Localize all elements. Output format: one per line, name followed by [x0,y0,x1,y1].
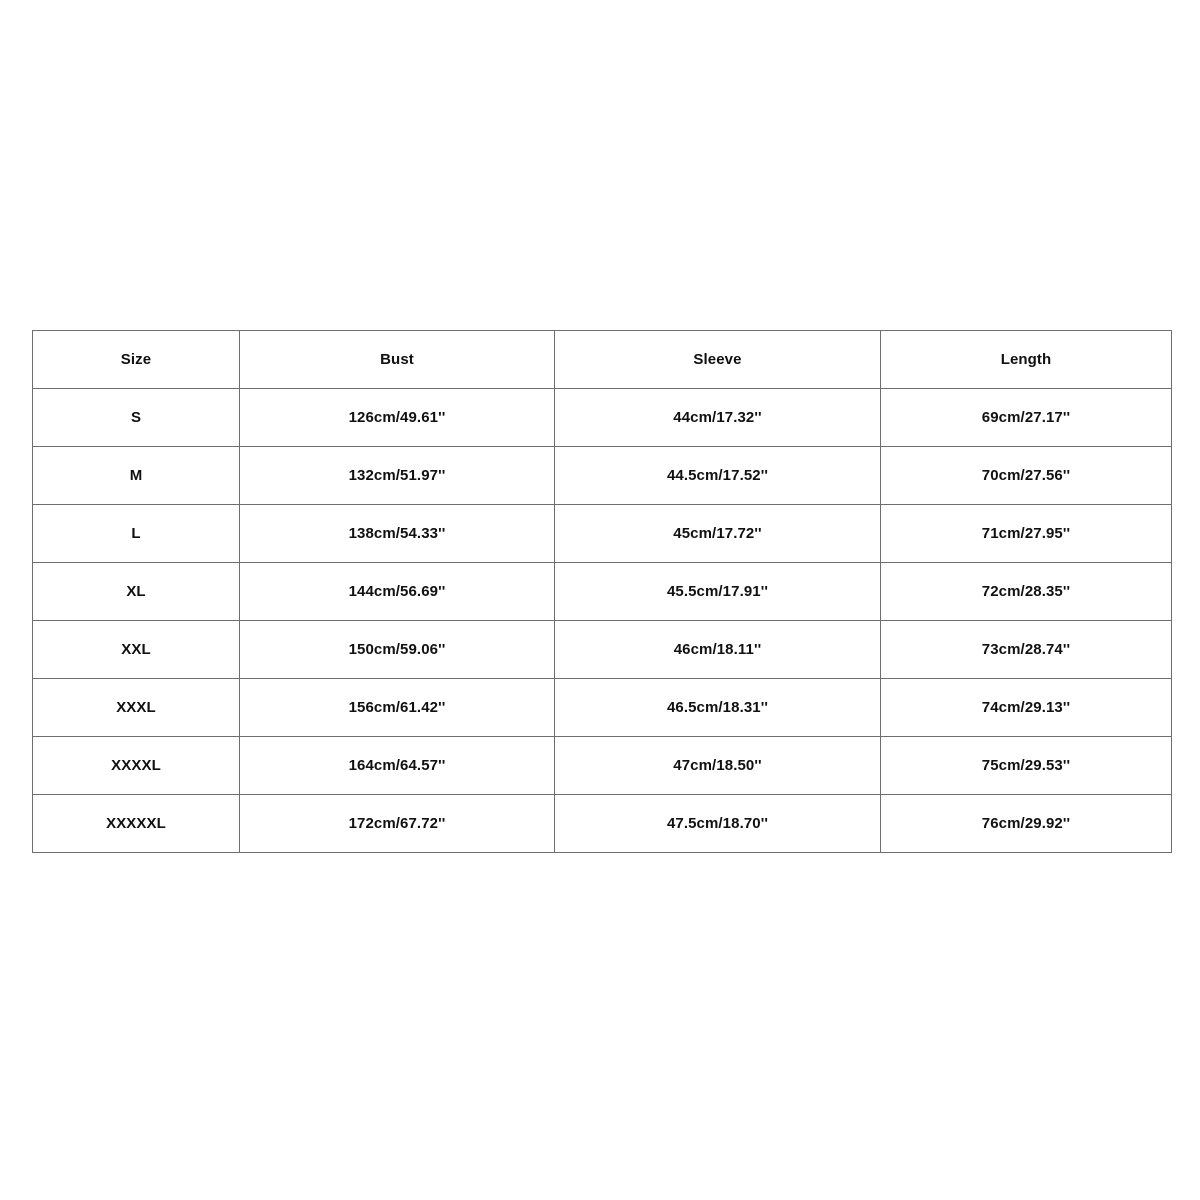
cell-bust: 132cm/51.97'' [240,447,555,505]
table-row [33,679,1172,737]
cell-sleeve: 47.5cm/18.70'' [555,795,881,853]
header-sleeve: Sleeve [555,331,881,389]
cell-length: 70cm/27.56'' [881,447,1172,505]
cell-sleeve: 44.5cm/17.52'' [555,447,881,505]
cell-size: XXXXXL [33,795,240,853]
cell-length: 71cm/27.95'' [881,505,1172,563]
table-row [33,563,1172,621]
cell-length: 73cm/28.74'' [881,621,1172,679]
cell-bust: 144cm/56.69'' [240,563,555,621]
cell-sleeve: 44cm/17.32'' [555,389,881,447]
cell-size: XL [33,563,240,621]
cell-size: XXXL [33,679,240,737]
table-row [33,737,1172,795]
cell-size: XXL [33,621,240,679]
cell-size: L [33,505,240,563]
table-row [33,505,1172,563]
table-row [33,389,1172,447]
cell-length: 69cm/27.17'' [881,389,1172,447]
cell-sleeve: 45cm/17.72'' [555,505,881,563]
table-row [33,795,1172,853]
cell-length: 75cm/29.53'' [881,737,1172,795]
cell-sleeve: 46.5cm/18.31'' [555,679,881,737]
cell-bust: 138cm/54.33'' [240,505,555,563]
cell-bust: 126cm/49.61'' [240,389,555,447]
cell-bust: 172cm/67.72'' [240,795,555,853]
header-size: Size [33,331,240,389]
cell-length: 72cm/28.35'' [881,563,1172,621]
header-bust: Bust [240,331,555,389]
cell-size: S [33,389,240,447]
header-length: Length [881,331,1172,389]
cell-bust: 150cm/59.06'' [240,621,555,679]
table-row [33,621,1172,679]
cell-length: 74cm/29.13'' [881,679,1172,737]
size-chart-table [32,330,1172,853]
cell-bust: 156cm/61.42'' [240,679,555,737]
cell-sleeve: 45.5cm/17.91'' [555,563,881,621]
cell-size: M [33,447,240,505]
cell-sleeve: 47cm/18.50'' [555,737,881,795]
cell-sleeve: 46cm/18.11'' [555,621,881,679]
cell-length: 76cm/29.92'' [881,795,1172,853]
cell-size: XXXXL [33,737,240,795]
cell-bust: 164cm/64.57'' [240,737,555,795]
table-row [33,447,1172,505]
table-header-row [33,331,1172,389]
